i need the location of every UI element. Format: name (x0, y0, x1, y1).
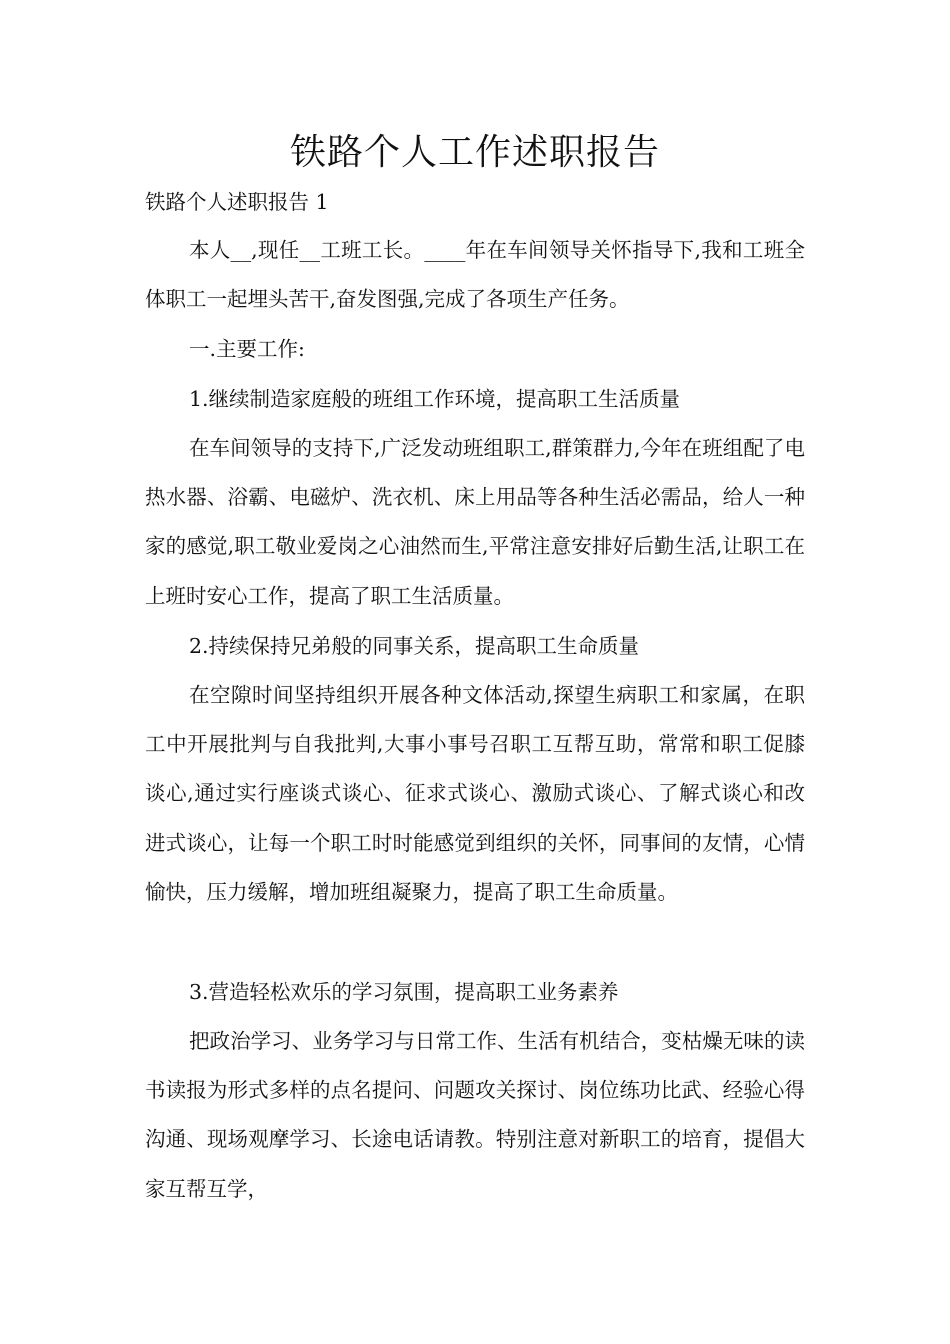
paragraph-intro: 本人__,现任__工班工长。____年在车间领导关怀指导下,我和工班全体职工一起埋头苦干,奋发图强,完成了各项生产任务。 (145, 238, 805, 312)
document-subtitle: 铁路个人述职报告 1 (145, 190, 329, 214)
paragraph-item-3: 把政治学习、业务学习与日常工作、生活有机结合，变枯燥无味的读书读报为形式多样的点名提问、问题攻关探讨、岗位练功比武、经验心得沟通、现场观摩学习、长途电话请教。特别注意对新职工的培育，提倡大家互帮互学， (145, 1029, 805, 1201)
item-heading-1: 1.继续制造家庭般的班组工作环境，提高职工生活质量 (189, 387, 681, 411)
item-heading-2: 2.持续保持兄弟般的同事关系，提高职工生命质量 (189, 634, 640, 658)
document-title: 铁路个人工作述职报告 (289, 132, 660, 173)
section-heading-main-work: 一.主要工作: (189, 337, 305, 361)
item-heading-3: 3.营造轻松欢乐的学习氛围，提高职工业务素养 (189, 980, 619, 1004)
paragraph-item-1: 在车间领导的支持下,广泛发动班组职工,群策群力,今年在班组配了电热水器、浴霸、电磁炉、洗衣机、床上用品等各种生活必需品，给人一种家的感觉,职工敬业爱岗之心油然而生,平常注意安排好后勤生活,让职工在上班时安心工作，提高了职工生活质量。 (145, 436, 805, 608)
paragraph-item-2: 在空隙时间坚持组织开展各种文体活动,探望生病职工和家属，在职工中开展批判与自我批判,大事小事号召职工互帮互助，常常和职工促膝谈心,通过实行座谈式谈心、征求式谈心、激励式谈心、了解式谈心和改进式谈心，让每一个职工时时能感觉到组织的关怀，同事间的友情，心情愉快，压力缓解，增加班组凝聚力，提高了职工生命质量。 (145, 683, 805, 904)
